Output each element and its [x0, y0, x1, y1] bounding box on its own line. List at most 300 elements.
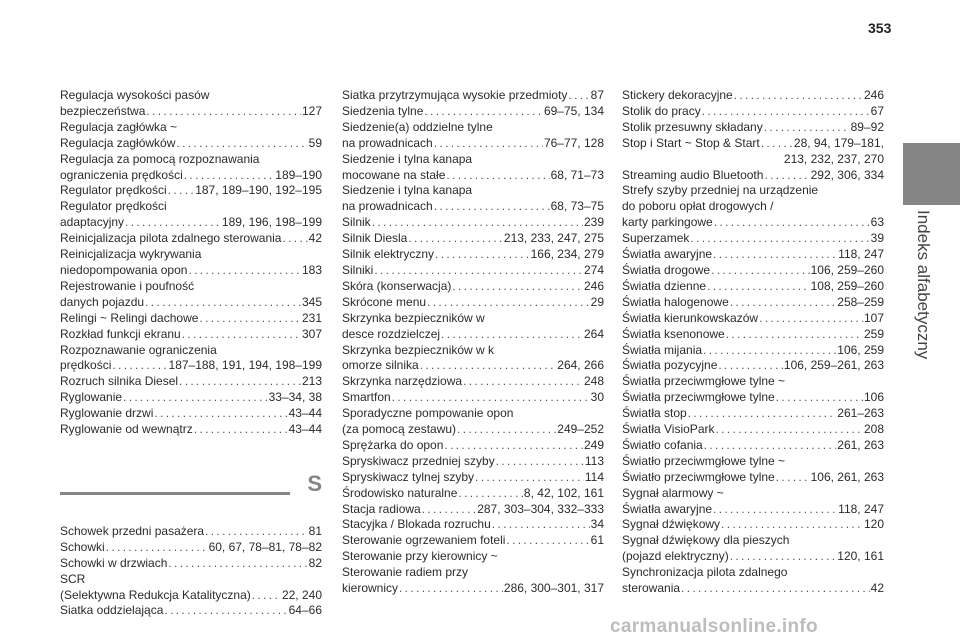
index-entry-line: [342, 374, 604, 390]
index-entry-term: Schowek przedni pasażera: [60, 523, 205, 538]
index-entry-line: [60, 104, 322, 120]
index-column-2: [342, 88, 604, 597]
index-entry-pages: 28, 94, 179–181,: [793, 135, 884, 150]
index-entry: [342, 120, 604, 152]
dot-leader: [776, 470, 810, 486]
index-entry: [622, 374, 884, 406]
index-entry: [622, 486, 884, 518]
dot-leader: [492, 517, 590, 533]
index-entry-term: Światła ksenonowe: [622, 326, 725, 341]
index-entry-pages: 81: [308, 523, 322, 538]
index-entry: [622, 247, 884, 263]
index-entry-line: [342, 581, 604, 597]
index-entry-line: [342, 470, 604, 486]
dot-leader: [713, 247, 837, 263]
index-entry-line: [622, 517, 884, 533]
dot-leader: [721, 517, 863, 533]
dot-leader: [252, 588, 281, 604]
index-entry-pages: 213: [301, 374, 322, 389]
dot-leader: [496, 454, 584, 470]
index-entry-term: Stacyjka / Blokada rozruchu: [342, 517, 491, 532]
dot-leader: [714, 215, 870, 231]
index-entry-term: Spryskiwacz tylnej szyby: [342, 469, 475, 484]
dot-leader: [463, 374, 583, 390]
index-entry-term: bezpieczeństwa: [60, 103, 146, 118]
index-entry-term: Stickery dekoracyjne: [622, 88, 733, 102]
index-entry-pages: 183: [301, 262, 322, 277]
index-entry-line: [622, 104, 884, 120]
index-entry-term: Relingi ~ Relingi dachowe: [60, 310, 199, 325]
index-entry: [622, 422, 884, 438]
index-entry-pages: 249: [583, 437, 604, 452]
index-entry-term: Silnik: [342, 215, 371, 230]
dot-leader: [703, 343, 836, 359]
index-entry: [60, 540, 322, 556]
index-entry: [622, 168, 884, 184]
dot-leader: [282, 231, 307, 247]
index-entry-heading: Światła przeciwmgłowe tylne ~: [622, 374, 786, 389]
index-entry-term: Rozkład funkcji ekranu: [60, 326, 181, 341]
index-entry-line: [622, 279, 884, 295]
index-entry-line: [342, 358, 604, 374]
index-entry: [342, 295, 604, 311]
index-entry-pages: 87: [590, 88, 604, 102]
index-entry-pages: 213, 233, 247, 275: [503, 231, 604, 246]
index-entry: [342, 279, 604, 295]
index-entry-pages: 287, 303–304, 332–333: [477, 501, 604, 516]
dot-leader: [176, 136, 307, 152]
index-entry-pages: 231: [301, 310, 322, 325]
index-entry-pages: 264: [583, 326, 604, 341]
index-entry-term: desce rozdzielczej: [342, 326, 441, 341]
index-entry-pages: 108, 259–260: [810, 278, 884, 293]
index-entry-term: (Selektywna Redukcja Katalityczna): [60, 587, 251, 602]
index-entry-pages: 208: [863, 422, 884, 437]
index-entry: [60, 199, 322, 231]
index-entry-line: [622, 438, 884, 454]
index-entry: [622, 327, 884, 343]
index-entry-pages: 118, 247: [838, 501, 884, 516]
index-entry: [342, 215, 604, 231]
index-entry-heading: Reinicjalizacja wykrywania: [60, 247, 202, 262]
dot-leader: [704, 438, 837, 454]
index-entry-pages: 189, 196, 198–199: [221, 215, 322, 230]
index-entry-line: [342, 502, 604, 518]
index-entry-term: mocowane na stałe: [342, 167, 446, 182]
index-entry-term: sterowania: [622, 581, 681, 596]
dot-leader: [441, 327, 583, 343]
index-entry-heading: Rozpoznawanie ograniczenia: [60, 342, 217, 357]
index-entry-line: [342, 168, 604, 184]
dot-leader: [435, 247, 530, 263]
index-entry-term: Streaming audio Bluetooth: [622, 167, 764, 182]
index-entry: [622, 533, 884, 565]
index-entry: [622, 406, 884, 422]
section-header-s: [60, 470, 322, 510]
index-entry-heading: Siedzenie i tylna kanapa: [342, 183, 473, 198]
dot-leader: [422, 502, 476, 518]
index-entry-heading: SCR: [60, 571, 86, 586]
index-entry-pages: 33–34, 38: [268, 390, 322, 405]
index-entry-line: [60, 390, 322, 406]
index-entry-term: Silnik elektryczny: [342, 247, 435, 262]
index-entry-heading: Sterowanie radiem przy: [342, 565, 469, 580]
dot-leader: [164, 603, 287, 619]
dot-leader: [125, 215, 221, 231]
index-entry-pages: 261, 263: [837, 437, 884, 452]
dot-leader: [690, 231, 869, 247]
index-entry-pages: 274: [583, 262, 604, 277]
dot-leader: [734, 88, 863, 104]
dot-leader: [154, 406, 287, 422]
index-column-1: [60, 88, 322, 619]
dot-leader: [458, 486, 523, 502]
index-entry: [60, 572, 322, 604]
index-entry: [622, 136, 884, 168]
index-entry: [60, 88, 322, 120]
index-entry-line: [60, 588, 322, 604]
index-entry-line: [622, 422, 884, 438]
index-entry-pages: 127: [301, 103, 322, 118]
index-entry-line: [60, 556, 322, 572]
index-entry-line: [622, 502, 884, 518]
index-entry-pages: 61: [590, 533, 604, 548]
index-entry-term: Silnik Diesla: [342, 231, 408, 246]
dot-leader: [506, 533, 589, 549]
index-entry-term: Światła halogenowe: [622, 294, 729, 309]
index-entry-term: Światło przeciwmgłowe tylne: [622, 469, 775, 484]
index-entry-heading: Sterowanie przy kierownicy ~: [342, 549, 498, 564]
index-entry: [342, 390, 604, 406]
index-entry: [342, 517, 604, 533]
index-entry-line: [342, 517, 604, 533]
index-entry-pages: 113: [584, 453, 604, 468]
index-entry-term: Regulator prędkości: [60, 183, 167, 198]
index-entry-term: Światło cofania: [622, 437, 703, 452]
index-entry-line: [342, 327, 604, 343]
dot-leader: [776, 390, 863, 406]
index-entry-pages: 69–75, 134: [543, 103, 604, 118]
index-entry-heading: Regulator prędkości: [60, 199, 167, 214]
index-entry-pages: 34: [590, 517, 604, 532]
index-entry-line: [622, 247, 884, 263]
dot-leader: [475, 470, 584, 486]
index-entry-pages: 106, 259–260: [810, 262, 884, 277]
index-entry: [60, 422, 322, 438]
index-entry-line: [60, 231, 322, 247]
index-entry-line: [622, 263, 884, 279]
index-entry-term: (za pomocą zestawu): [342, 422, 457, 437]
dot-leader: [168, 183, 194, 199]
index-entry: [60, 231, 322, 247]
index-entry-term: Stolik przesuwny składany: [622, 119, 763, 134]
side-tab-label: [897, 210, 937, 370]
index-entry-pages: 59: [308, 135, 322, 150]
index-entry: [60, 390, 322, 406]
index-entry: [60, 247, 322, 279]
index-entry-line: [622, 581, 884, 597]
index-entry-pages: 246: [863, 88, 884, 102]
index-entry-term: (pojazd elektryczny): [622, 549, 729, 564]
index-entry: [60, 406, 322, 422]
index-entry-line: [342, 279, 604, 295]
dot-leader: [205, 524, 308, 540]
index-entry: [342, 533, 604, 549]
index-entry-term: adaptacyjny: [60, 215, 125, 230]
index-entry-pages: 259: [863, 326, 884, 341]
index-entry-line: [60, 183, 322, 199]
index-entry-term: danych pojazdu: [60, 294, 145, 309]
dot-leader: [730, 549, 837, 565]
index-list-s: [60, 524, 322, 619]
index-entry-pages: 63: [870, 215, 884, 230]
dot-leader: [184, 168, 275, 184]
dot-leader: [681, 581, 870, 597]
index-entry: [342, 374, 604, 390]
index-entry-term: Sygnał dźwiękowy: [622, 517, 721, 532]
index-entry: [622, 517, 884, 533]
index-entry-line: [622, 358, 884, 374]
index-entry: [342, 454, 604, 470]
index-entry-pages: 68, 71–73: [550, 167, 604, 182]
index-entry-pages: 264, 266: [557, 358, 604, 373]
index-entry-pages: 60, 67, 78–81, 78–82: [208, 539, 322, 554]
index-entry-heading: Strefy szyby przedniej na urządzenie: [622, 183, 819, 198]
index-entry-line: [622, 120, 884, 136]
index-entry-line: [342, 295, 604, 311]
index-entry-term: Skrócone menu: [342, 294, 427, 309]
index-entry-pages: 118, 247: [838, 247, 884, 262]
dot-leader: [399, 581, 503, 597]
dot-leader: [434, 136, 543, 152]
index-entry-pages: 248: [583, 374, 604, 389]
index-entry: [622, 311, 884, 327]
dot-leader: [707, 279, 810, 295]
index-entry-term: Schowki w drzwiach: [60, 555, 168, 570]
index-entry: [342, 247, 604, 263]
index-entry-line: [342, 454, 604, 470]
index-entry-pages: 42: [870, 581, 884, 596]
index-entry: [622, 343, 884, 359]
index-entry: [342, 104, 604, 120]
index-entry-term: Światła pozycyjne: [622, 358, 718, 373]
index-entry-term: Stop i Start ~ Stop & Start: [622, 135, 760, 150]
dot-leader: [726, 327, 863, 343]
index-entry: [342, 183, 604, 215]
index-entry-term: Siatka oddzielająca: [60, 603, 164, 618]
index-entry-term: Światła mijania: [622, 342, 703, 357]
index-entry-pages: 120: [863, 517, 884, 532]
index-entry-pages: 68, 73–75: [550, 199, 604, 214]
index-side-tab: [903, 143, 960, 205]
index-entry: [622, 565, 884, 597]
index-entry-line: [622, 390, 884, 406]
dot-leader: [427, 295, 590, 311]
dot-leader: [194, 422, 288, 438]
index-entry-term: Światła przeciwmgłowe tylne: [622, 390, 775, 405]
index-entry-pages: 42: [308, 231, 322, 246]
index-entry-heading: Regulacja wysokości pasów: [60, 88, 210, 102]
dot-leader: [424, 104, 543, 120]
index-entry-pages: 246: [583, 278, 604, 293]
index-entry-heading: Regulacja zagłówka ~: [60, 119, 178, 134]
index-entry-pages: 239: [583, 215, 604, 230]
index-entry-term: Superzamek: [622, 231, 690, 246]
index-entry-term: Światła dzienne: [622, 278, 707, 293]
index-entry-heading: Światło przeciwmgłowe tylne ~: [622, 453, 786, 468]
index-entry: [342, 343, 604, 375]
index-entry: [622, 358, 884, 374]
index-entry-term: Ryglowanie drzwi: [60, 406, 154, 421]
index-entry-term: karty parkingowe: [622, 215, 713, 230]
index-entry-term: Ryglowanie od wewnątrz: [60, 422, 193, 437]
index-entry-term: Smartfon: [342, 390, 391, 405]
index-entry: [60, 556, 322, 572]
index-entry-line: [622, 231, 884, 247]
index-entry-pages: 187, 189–190, 192–195: [195, 183, 322, 198]
index-entry-line: [60, 603, 322, 619]
index-entry-pages: 114: [584, 469, 604, 484]
index-entry-term: Stolik do pracy: [622, 103, 701, 118]
index-entry-line: [342, 215, 604, 231]
index-entry-heading: Sygnał dźwiękowy dla pieszych: [622, 533, 790, 548]
index-entry-line: [622, 549, 884, 565]
index-entry-line: [622, 470, 884, 486]
dot-leader: [764, 120, 850, 136]
index-entry-line: [342, 231, 604, 247]
index-entry: [342, 438, 604, 454]
dot-leader: [146, 104, 301, 120]
dot-leader: [452, 279, 583, 295]
index-entry-pages: 29: [590, 294, 604, 309]
index-entry-term: Sterowanie ogrzewaniem foteli: [342, 533, 506, 548]
index-entry: [342, 311, 604, 343]
dot-leader: [702, 104, 870, 120]
dot-leader: [145, 295, 301, 311]
index-entry-pages: 106, 259–261, 263: [783, 358, 884, 373]
index-entry-line: [622, 311, 884, 327]
index-entry-line: [622, 406, 884, 422]
index-entry-term: Światła kierunkowskazów: [622, 310, 759, 325]
dot-leader: [446, 168, 549, 184]
dot-leader: [730, 295, 837, 311]
index-entry-pages: 249–252: [557, 422, 604, 437]
index-entry-heading: Skrzynka bezpieczników w: [342, 310, 485, 325]
index-entry: [342, 549, 604, 597]
index-entry-pages: 189–190: [275, 167, 322, 182]
dot-leader: [715, 422, 862, 438]
dot-leader: [713, 502, 837, 518]
index-entry-term: Spryskiwacz przedniej szyby: [342, 453, 495, 468]
index-entry-term: Regulacja zagłówków: [60, 135, 176, 150]
index-entry-pages: 64–66: [288, 603, 322, 618]
index-entry: [342, 470, 604, 486]
index-entry-term: niedopompowania opon: [60, 262, 188, 277]
index-entry-line: [60, 358, 322, 374]
dot-leader: [182, 327, 301, 343]
index-entry-pages: 82: [308, 555, 322, 570]
index-entry-term: ograniczenia prędkości: [60, 167, 183, 182]
dot-leader: [718, 358, 783, 374]
dot-leader: [434, 199, 550, 215]
index-entry: [622, 263, 884, 279]
index-entry-line: [622, 168, 884, 184]
index-entry: [60, 183, 322, 199]
index-entry-term: Siedzenia tylne: [342, 103, 424, 118]
index-entry-term: Środowisko naturalne: [342, 485, 458, 500]
index-entry-line: [60, 168, 322, 184]
index-entry-term: na prowadnicach: [342, 199, 433, 214]
page-number: 353: [868, 20, 892, 36]
index-entry-pages: 8, 42, 102, 161: [523, 485, 604, 500]
index-entry-pages: 67: [870, 103, 884, 118]
dot-leader: [759, 311, 863, 327]
index-entry: [60, 343, 322, 375]
index-entry-term: Siatka przytrzymująca wysokie przedmioty: [342, 88, 568, 102]
index-column-3: [622, 88, 884, 597]
index-entry: [342, 502, 604, 518]
index-entry-line: [60, 215, 322, 231]
index-entry-line: [60, 263, 322, 279]
index-entry-line: [622, 327, 884, 343]
index-entry: [60, 311, 322, 327]
index-entry: [342, 406, 604, 438]
dot-leader: [106, 540, 208, 556]
index-entry: [342, 88, 604, 104]
index-entry-line: [622, 215, 884, 231]
index-entry-pages: 89–92: [850, 119, 884, 134]
index-entry-pages: 345: [301, 294, 322, 309]
index-entry-line: [622, 343, 884, 359]
dot-leader: [392, 390, 590, 406]
index-entry: [622, 88, 884, 104]
index-entry-heading: Rejestrowanie i poufność: [60, 278, 195, 293]
dot-leader: [457, 422, 556, 438]
index-entry: [622, 295, 884, 311]
index-entry: [60, 524, 322, 540]
index-entry-pages: 30: [590, 390, 604, 405]
index-entry-term: Skrzynka narzędziowa: [342, 374, 463, 389]
index-entry-pages: 292, 306, 334: [810, 167, 884, 182]
index-entry-line: [60, 524, 322, 540]
index-entry-line: [342, 199, 604, 215]
index-entry-pages: 76–77, 128: [543, 135, 604, 150]
dot-leader: [374, 263, 583, 279]
index-entry-pages: 107: [863, 310, 884, 325]
index-entry-line: [342, 422, 604, 438]
index-entry: [60, 152, 322, 184]
index-entry-pages: 120, 161: [837, 549, 884, 564]
index-entry-pages: 39: [870, 231, 884, 246]
index-entry-heading: Siedzenie(a) oddzielne tylne: [342, 119, 493, 134]
index-entry-pages: 166, 234, 279: [530, 247, 604, 262]
index-entry-heading: do poboru opłat drogowych /: [622, 199, 774, 214]
index-entry-term: Rozruch silnika Diesel: [60, 374, 179, 389]
index-entry-pages: 307: [301, 326, 322, 341]
index-entry-line: [60, 406, 322, 422]
index-entry-pages-continued: 213, 232, 237, 270: [783, 151, 884, 166]
index-entry-term: Ryglowanie: [60, 390, 123, 405]
index-entry-term: Silniki: [342, 262, 374, 277]
index-entry-line: [342, 263, 604, 279]
index-entry-term: Sprężarka do opon: [342, 437, 444, 452]
index-entry-line: [60, 422, 322, 438]
dot-leader: [123, 390, 268, 406]
index-entry-term: Światła awaryjne: [622, 501, 713, 516]
dot-leader: [711, 263, 810, 279]
index-entry-term: Światła VisioPark: [622, 422, 715, 437]
dot-leader: [199, 311, 301, 327]
